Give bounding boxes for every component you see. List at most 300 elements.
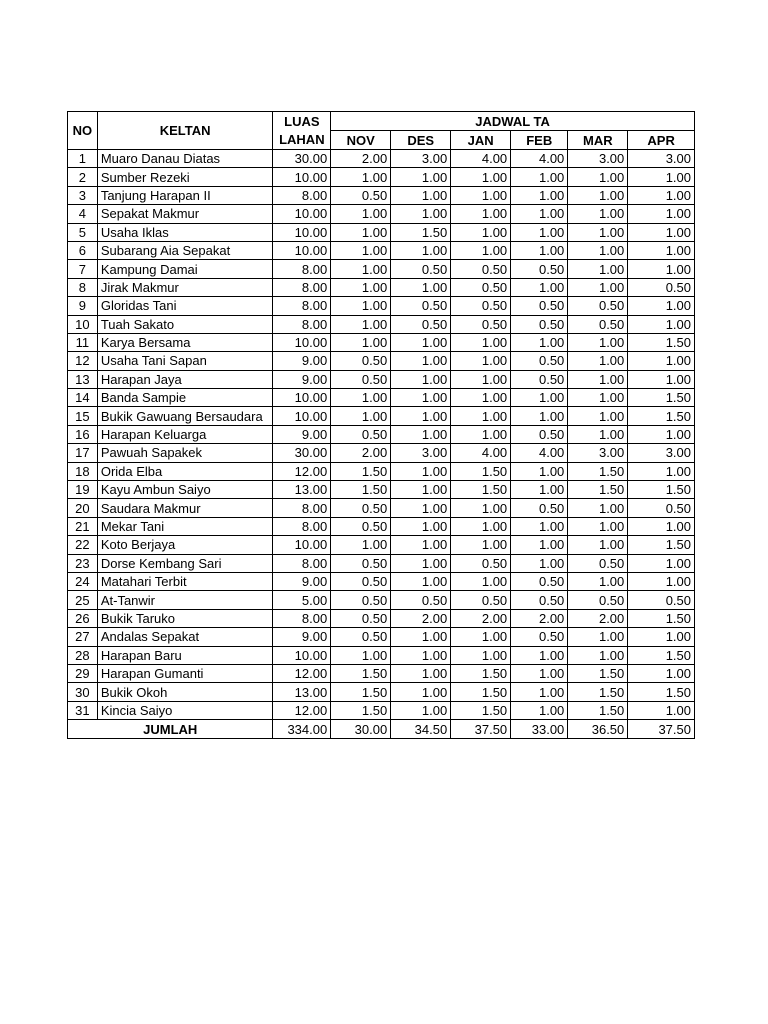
table-row <box>68 389 695 407</box>
row-apr: 1.50 <box>628 536 695 554</box>
row-jan: 1.00 <box>451 333 511 351</box>
row-no: 1 <box>68 150 98 168</box>
total-des: 34.50 <box>391 720 451 739</box>
row-feb: 1.00 <box>511 701 568 719</box>
row-mar: 1.00 <box>568 407 628 425</box>
row-jan: 1.00 <box>451 628 511 646</box>
row-feb: 0.50 <box>511 425 568 443</box>
row-apr: 3.00 <box>628 444 695 462</box>
table-row <box>68 260 695 278</box>
row-luas: 8.00 <box>273 517 331 535</box>
row-keltan: Sumber Rezeki <box>97 168 273 186</box>
row-apr: 1.50 <box>628 333 695 351</box>
header-month-des: DES <box>391 131 451 150</box>
row-nov: 1.00 <box>331 389 391 407</box>
table-row <box>68 444 695 462</box>
row-luas: 8.00 <box>273 297 331 315</box>
row-mar: 1.00 <box>568 646 628 664</box>
table-row <box>68 150 695 168</box>
row-no: 24 <box>68 572 98 590</box>
row-mar: 1.00 <box>568 425 628 443</box>
row-keltan: Saudara Makmur <box>97 499 273 517</box>
row-feb: 1.00 <box>511 205 568 223</box>
row-des: 1.00 <box>391 481 451 499</box>
row-no: 4 <box>68 205 98 223</box>
row-feb: 1.00 <box>511 683 568 701</box>
row-feb: 0.50 <box>511 499 568 517</box>
row-des: 1.00 <box>391 628 451 646</box>
table-row <box>68 205 695 223</box>
row-luas: 8.00 <box>273 554 331 572</box>
row-no: 29 <box>68 664 98 682</box>
row-luas: 8.00 <box>273 260 331 278</box>
row-keltan: Tanjung Harapan II <box>97 186 273 204</box>
row-apr: 1.00 <box>628 664 695 682</box>
row-nov: 1.00 <box>331 646 391 664</box>
row-luas: 9.00 <box>273 572 331 590</box>
row-des: 0.50 <box>391 315 451 333</box>
row-apr: 1.50 <box>628 646 695 664</box>
row-keltan: Karya Bersama <box>97 333 273 351</box>
row-jan: 1.50 <box>451 701 511 719</box>
row-des: 1.00 <box>391 499 451 517</box>
row-des: 0.50 <box>391 297 451 315</box>
row-jan: 1.00 <box>451 186 511 204</box>
header-month-jan: JAN <box>451 131 511 150</box>
row-no: 9 <box>68 297 98 315</box>
total-row <box>68 720 695 739</box>
header-month-mar: MAR <box>568 131 628 150</box>
row-des: 1.00 <box>391 517 451 535</box>
table-row <box>68 517 695 535</box>
row-mar: 1.50 <box>568 481 628 499</box>
row-nov: 0.50 <box>331 609 391 627</box>
row-feb: 1.00 <box>511 389 568 407</box>
row-nov: 0.50 <box>331 628 391 646</box>
row-no: 14 <box>68 389 98 407</box>
row-luas: 10.00 <box>273 333 331 351</box>
row-no: 19 <box>68 481 98 499</box>
row-des: 1.50 <box>391 223 451 241</box>
row-feb: 1.00 <box>511 168 568 186</box>
row-no: 3 <box>68 186 98 204</box>
row-des: 1.00 <box>391 536 451 554</box>
row-feb: 1.00 <box>511 462 568 480</box>
row-keltan: Bukik Taruko <box>97 609 273 627</box>
row-des: 1.00 <box>391 425 451 443</box>
row-feb: 1.00 <box>511 517 568 535</box>
row-jan: 1.00 <box>451 241 511 259</box>
row-luas: 30.00 <box>273 444 331 462</box>
row-feb: 1.00 <box>511 536 568 554</box>
row-luas: 10.00 <box>273 407 331 425</box>
total-apr: 37.50 <box>628 720 695 739</box>
row-jan: 1.00 <box>451 425 511 443</box>
row-no: 28 <box>68 646 98 664</box>
row-no: 31 <box>68 701 98 719</box>
row-luas: 8.00 <box>273 315 331 333</box>
row-luas: 10.00 <box>273 168 331 186</box>
row-mar: 1.00 <box>568 536 628 554</box>
row-nov: 1.00 <box>331 205 391 223</box>
row-apr: 1.00 <box>628 370 695 388</box>
row-apr: 1.00 <box>628 462 695 480</box>
row-nov: 1.00 <box>331 278 391 296</box>
row-mar: 1.50 <box>568 664 628 682</box>
row-des: 1.00 <box>391 333 451 351</box>
row-des: 1.00 <box>391 664 451 682</box>
row-nov: 0.50 <box>331 425 391 443</box>
row-apr: 1.50 <box>628 407 695 425</box>
row-apr: 1.00 <box>628 554 695 572</box>
row-keltan: Harapan Gumanti <box>97 664 273 682</box>
row-jan: 1.00 <box>451 352 511 370</box>
row-no: 23 <box>68 554 98 572</box>
row-feb: 4.00 <box>511 444 568 462</box>
table-row <box>68 462 695 480</box>
row-jan: 1.00 <box>451 646 511 664</box>
row-des: 1.00 <box>391 241 451 259</box>
row-mar: 3.00 <box>568 444 628 462</box>
row-des: 1.00 <box>391 205 451 223</box>
row-no: 8 <box>68 278 98 296</box>
row-nov: 0.50 <box>331 186 391 204</box>
row-keltan: Gloridas Tani <box>97 297 273 315</box>
table-row <box>68 664 695 682</box>
row-no: 26 <box>68 609 98 627</box>
row-no: 18 <box>68 462 98 480</box>
table-row <box>68 352 695 370</box>
row-apr: 1.00 <box>628 241 695 259</box>
row-luas: 8.00 <box>273 186 331 204</box>
row-nov: 1.00 <box>331 223 391 241</box>
row-mar: 1.00 <box>568 517 628 535</box>
row-nov: 1.00 <box>331 315 391 333</box>
header-jadwal: JADWAL TA <box>331 112 695 131</box>
row-feb: 0.50 <box>511 591 568 609</box>
row-jan: 0.50 <box>451 278 511 296</box>
row-feb: 0.50 <box>511 315 568 333</box>
row-luas: 10.00 <box>273 241 331 259</box>
row-feb: 1.00 <box>511 241 568 259</box>
row-des: 1.00 <box>391 168 451 186</box>
row-mar: 1.00 <box>568 278 628 296</box>
row-luas: 10.00 <box>273 536 331 554</box>
row-luas: 12.00 <box>273 701 331 719</box>
row-jan: 4.00 <box>451 150 511 168</box>
row-feb: 0.50 <box>511 628 568 646</box>
row-des: 0.50 <box>391 591 451 609</box>
row-keltan: Usaha Tani Sapan <box>97 352 273 370</box>
row-jan: 0.50 <box>451 315 511 333</box>
header-luas-lahan <box>273 112 331 150</box>
table-row <box>68 186 695 204</box>
row-apr: 1.00 <box>628 701 695 719</box>
row-apr: 0.50 <box>628 499 695 517</box>
row-des: 1.00 <box>391 352 451 370</box>
row-feb: 0.50 <box>511 352 568 370</box>
row-jan: 1.50 <box>451 462 511 480</box>
row-mar: 1.00 <box>568 223 628 241</box>
row-keltan: Harapan Keluarga <box>97 425 273 443</box>
table-row <box>68 536 695 554</box>
row-jan: 1.50 <box>451 683 511 701</box>
row-luas: 10.00 <box>273 223 331 241</box>
row-feb: 1.00 <box>511 664 568 682</box>
row-mar: 1.00 <box>568 499 628 517</box>
row-apr: 1.00 <box>628 352 695 370</box>
row-no: 5 <box>68 223 98 241</box>
row-apr: 1.00 <box>628 297 695 315</box>
row-apr: 1.00 <box>628 315 695 333</box>
row-apr: 1.00 <box>628 628 695 646</box>
header-keltan: KELTAN <box>97 112 273 150</box>
table-row <box>68 425 695 443</box>
header-month-nov: NOV <box>331 131 391 150</box>
row-nov: 1.50 <box>331 664 391 682</box>
row-luas: 8.00 <box>273 499 331 517</box>
row-feb: 1.00 <box>511 186 568 204</box>
table-row <box>68 481 695 499</box>
row-apr: 1.00 <box>628 223 695 241</box>
row-apr: 1.00 <box>628 517 695 535</box>
row-jan: 1.00 <box>451 499 511 517</box>
header-month-apr: APR <box>628 131 695 150</box>
table-row <box>68 241 695 259</box>
row-feb: 1.00 <box>511 481 568 499</box>
row-keltan: Koto Berjaya <box>97 536 273 554</box>
row-nov: 1.50 <box>331 701 391 719</box>
table-row <box>68 370 695 388</box>
row-keltan: Bukik Okoh <box>97 683 273 701</box>
row-des: 1.00 <box>391 701 451 719</box>
row-luas: 12.00 <box>273 664 331 682</box>
row-mar: 1.00 <box>568 186 628 204</box>
row-luas: 10.00 <box>273 389 331 407</box>
row-no: 22 <box>68 536 98 554</box>
row-luas: 9.00 <box>273 370 331 388</box>
row-mar: 1.00 <box>568 241 628 259</box>
row-luas: 10.00 <box>273 205 331 223</box>
row-nov: 0.50 <box>331 554 391 572</box>
table-row <box>68 499 695 517</box>
table-row <box>68 609 695 627</box>
row-des: 3.00 <box>391 444 451 462</box>
row-nov: 1.00 <box>331 536 391 554</box>
row-no: 12 <box>68 352 98 370</box>
total-feb: 33.00 <box>511 720 568 739</box>
row-feb: 0.50 <box>511 572 568 590</box>
row-luas: 8.00 <box>273 278 331 296</box>
row-no: 16 <box>68 425 98 443</box>
row-feb: 1.00 <box>511 554 568 572</box>
row-feb: 1.00 <box>511 407 568 425</box>
row-no: 6 <box>68 241 98 259</box>
total-mar: 36.50 <box>568 720 628 739</box>
header-no: NO <box>68 112 98 150</box>
row-luas: 9.00 <box>273 425 331 443</box>
table-body <box>68 150 695 720</box>
row-nov: 1.00 <box>331 241 391 259</box>
row-des: 1.00 <box>391 186 451 204</box>
row-keltan: Dorse Kembang Sari <box>97 554 273 572</box>
row-apr: 1.00 <box>628 186 695 204</box>
row-apr: 1.50 <box>628 481 695 499</box>
row-apr: 0.50 <box>628 278 695 296</box>
row-luas: 13.00 <box>273 481 331 499</box>
row-jan: 4.00 <box>451 444 511 462</box>
table-row <box>68 591 695 609</box>
header-luas-line1: LUAS <box>284 113 320 129</box>
row-des: 1.00 <box>391 646 451 664</box>
row-des: 0.50 <box>391 260 451 278</box>
row-nov: 0.50 <box>331 572 391 590</box>
row-no: 20 <box>68 499 98 517</box>
table-row <box>68 278 695 296</box>
row-des: 1.00 <box>391 278 451 296</box>
table-row <box>68 701 695 719</box>
row-feb: 1.00 <box>511 646 568 664</box>
row-nov: 0.50 <box>331 352 391 370</box>
row-des: 1.00 <box>391 572 451 590</box>
row-nov: 1.00 <box>331 260 391 278</box>
row-luas: 10.00 <box>273 646 331 664</box>
table-row <box>68 168 695 186</box>
row-apr: 1.00 <box>628 425 695 443</box>
row-mar: 0.50 <box>568 297 628 315</box>
row-des: 1.00 <box>391 370 451 388</box>
row-jan: 1.00 <box>451 572 511 590</box>
row-keltan: Muaro Danau Diatas <box>97 150 273 168</box>
row-des: 1.00 <box>391 389 451 407</box>
row-no: 21 <box>68 517 98 535</box>
row-des: 2.00 <box>391 609 451 627</box>
row-luas: 9.00 <box>273 352 331 370</box>
row-jan: 1.00 <box>451 370 511 388</box>
schedule-table <box>67 111 695 739</box>
row-luas: 12.00 <box>273 462 331 480</box>
row-apr: 1.00 <box>628 168 695 186</box>
row-mar: 0.50 <box>568 591 628 609</box>
row-mar: 1.00 <box>568 352 628 370</box>
row-no: 15 <box>68 407 98 425</box>
row-nov: 1.00 <box>331 333 391 351</box>
row-keltan: Mekar Tani <box>97 517 273 535</box>
row-feb: 4.00 <box>511 150 568 168</box>
row-no: 7 <box>68 260 98 278</box>
row-keltan: Matahari Terbit <box>97 572 273 590</box>
row-apr: 1.50 <box>628 609 695 627</box>
header-month-feb: FEB <box>511 131 568 150</box>
row-no: 30 <box>68 683 98 701</box>
row-keltan: Jirak Makmur <box>97 278 273 296</box>
row-nov: 0.50 <box>331 517 391 535</box>
row-feb: 0.50 <box>511 297 568 315</box>
row-keltan: Subarang Aia Sepakat <box>97 241 273 259</box>
row-luas: 30.00 <box>273 150 331 168</box>
total-jan: 37.50 <box>451 720 511 739</box>
table-row <box>68 683 695 701</box>
table-row <box>68 646 695 664</box>
row-feb: 1.00 <box>511 223 568 241</box>
row-keltan: Pawuah Sapakek <box>97 444 273 462</box>
row-apr: 0.50 <box>628 591 695 609</box>
row-nov: 1.50 <box>331 462 391 480</box>
table-row <box>68 554 695 572</box>
row-feb: 0.50 <box>511 260 568 278</box>
row-keltan: Kampung Damai <box>97 260 273 278</box>
row-no: 2 <box>68 168 98 186</box>
row-no: 11 <box>68 333 98 351</box>
row-mar: 1.50 <box>568 462 628 480</box>
row-nov: 1.00 <box>331 168 391 186</box>
row-luas: 13.00 <box>273 683 331 701</box>
row-jan: 1.00 <box>451 223 511 241</box>
row-jan: 1.00 <box>451 536 511 554</box>
row-nov: 1.00 <box>331 407 391 425</box>
row-luas: 5.00 <box>273 591 331 609</box>
row-apr: 1.50 <box>628 683 695 701</box>
row-mar: 1.00 <box>568 205 628 223</box>
row-mar: 1.00 <box>568 260 628 278</box>
row-jan: 1.50 <box>451 664 511 682</box>
row-apr: 3.00 <box>628 150 695 168</box>
row-feb: 1.00 <box>511 333 568 351</box>
row-keltan: Orida Elba <box>97 462 273 480</box>
row-keltan: Harapan Jaya <box>97 370 273 388</box>
row-jan: 1.50 <box>451 481 511 499</box>
row-mar: 1.00 <box>568 389 628 407</box>
row-mar: 1.00 <box>568 333 628 351</box>
row-mar: 0.50 <box>568 315 628 333</box>
row-no: 13 <box>68 370 98 388</box>
row-no: 27 <box>68 628 98 646</box>
table-row <box>68 223 695 241</box>
row-mar: 0.50 <box>568 554 628 572</box>
row-des: 1.00 <box>391 554 451 572</box>
row-no: 25 <box>68 591 98 609</box>
row-keltan: Kincia Saiyo <box>97 701 273 719</box>
row-keltan: At-Tanwir <box>97 591 273 609</box>
row-mar: 2.00 <box>568 609 628 627</box>
row-jan: 1.00 <box>451 168 511 186</box>
row-jan: 1.00 <box>451 517 511 535</box>
row-apr: 1.00 <box>628 572 695 590</box>
row-mar: 1.50 <box>568 701 628 719</box>
table-row <box>68 297 695 315</box>
row-keltan: Kayu Ambun Saiyo <box>97 481 273 499</box>
row-mar: 1.50 <box>568 683 628 701</box>
row-des: 1.00 <box>391 462 451 480</box>
row-des: 3.00 <box>391 150 451 168</box>
row-jan: 0.50 <box>451 591 511 609</box>
header-luas-line2: LAHAN <box>279 131 325 147</box>
row-apr: 1.00 <box>628 260 695 278</box>
row-nov: 2.00 <box>331 150 391 168</box>
row-nov: 0.50 <box>331 370 391 388</box>
row-nov: 0.50 <box>331 591 391 609</box>
row-des: 1.00 <box>391 683 451 701</box>
row-feb: 2.00 <box>511 609 568 627</box>
table-row <box>68 333 695 351</box>
row-luas: 8.00 <box>273 609 331 627</box>
row-feb: 0.50 <box>511 370 568 388</box>
total-label: JUMLAH <box>68 720 273 739</box>
row-feb: 1.00 <box>511 278 568 296</box>
row-mar: 1.00 <box>568 572 628 590</box>
row-jan: 1.00 <box>451 205 511 223</box>
row-jan: 1.00 <box>451 389 511 407</box>
